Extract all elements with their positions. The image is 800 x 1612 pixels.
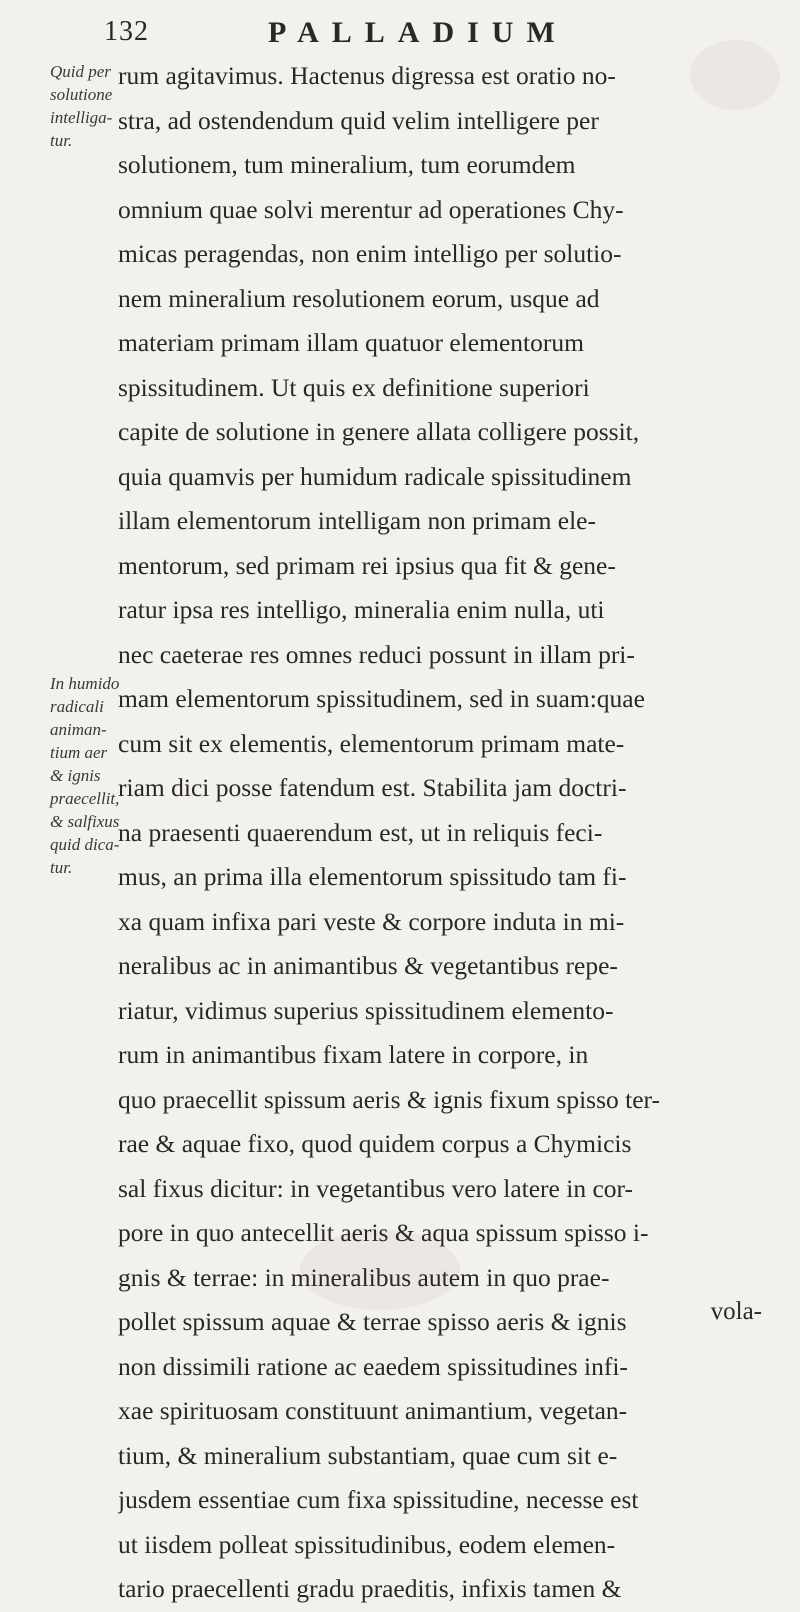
text-line: ut iisdem polleat spissitudinibus, eodem elemen- bbox=[118, 1529, 616, 1559]
text-line: illam elementorum intelligam non primam ele- bbox=[118, 506, 596, 535]
text-line: rum in animantibus fixam latere in corpore, in bbox=[118, 1040, 589, 1069]
text-line: quia quamvis per humidum radicale spissitudinem bbox=[118, 461, 632, 491]
text-line: mentorum, sed primam rei ipsius qua fit & gene- bbox=[118, 550, 616, 580]
running-title: PALLADIUM bbox=[268, 16, 568, 49]
margin-note-line: quid dica- bbox=[50, 835, 120, 854]
text-line: sal fixus dicitur: in vegetantibus vero latere in cor- bbox=[118, 1173, 633, 1203]
text-line: xae spirituosam constituunt animantium, vegetan- bbox=[118, 1396, 628, 1425]
margin-note-humid-radical bbox=[50, 672, 120, 879]
text-line: gnis & terrae: in mineralibus autem in quo prae- bbox=[118, 1262, 610, 1292]
margin-note-line: tur. bbox=[50, 131, 73, 150]
text-line: omnium quae solvi merentur ad operationes Chy- bbox=[118, 194, 624, 224]
text-line: nem mineralium resolutionem eorum, usque ad bbox=[118, 283, 600, 313]
text-line: quo praecellit spissum aeris & ignis fixum spisso ter- bbox=[118, 1084, 660, 1114]
margin-note-line: radicali bbox=[50, 697, 104, 716]
text-line: rum agitavimus. Hactenus digressa est oratio no- bbox=[118, 61, 616, 90]
margin-note-line: & salfixus bbox=[50, 812, 120, 831]
text-line: riatur, vidimus superius spissitudinem elemento- bbox=[118, 995, 614, 1025]
text-line: mus, an prima illa elementorum spissitudo tam fi- bbox=[118, 862, 627, 891]
text-line: pore in quo antecellit aeris & aqua spissum spisso i- bbox=[118, 1218, 649, 1247]
margin-note-line: animan- bbox=[50, 720, 107, 739]
text-line: rae & aquae fixo, quod quidem corpus a Chymicis bbox=[118, 1129, 632, 1158]
margin-note-line: & ignis bbox=[50, 766, 101, 785]
text-line: tium, & mineralium substantiam, quae cum sit e- bbox=[118, 1440, 618, 1470]
main-text-block bbox=[118, 54, 786, 1612]
margin-note-line: tium aer bbox=[50, 743, 108, 762]
text-line: jusdem essentiae cum fixa spissitudine, necesse est bbox=[118, 1485, 639, 1514]
text-line: pollet spissum aquae & terrae spisso aeris & ignis bbox=[118, 1307, 627, 1336]
text-line: ratur ipsa res intelligo, mineralia enim nulla, uti bbox=[118, 595, 605, 624]
text-line: stra, ad ostendendum quid velim intelligere per bbox=[118, 105, 599, 135]
text-line: riam dici posse fatendum est. Stabilita jam doctri- bbox=[118, 773, 627, 802]
margin-note-solution bbox=[50, 60, 113, 152]
text-line: non dissimili ratione ac eaedem spissitudines infi- bbox=[118, 1351, 628, 1381]
catchword: vola- bbox=[710, 1298, 762, 1325]
margin-note-line: intelliga- bbox=[50, 108, 113, 127]
text-line: solutionem, tum mineralium, tum eorumdem bbox=[118, 150, 576, 179]
text-line: xa quam infixa pari veste & corpore induta in mi- bbox=[118, 906, 625, 936]
margin-note-line: In humido bbox=[50, 674, 120, 693]
text-line: na praesenti quaerendum est, ut in reliquis feci- bbox=[118, 817, 603, 847]
margin-note-line: Quid per bbox=[50, 62, 111, 81]
margin-note-line: tur. bbox=[50, 858, 73, 877]
text-line: capite de solutione in genere allata colligere possit, bbox=[118, 417, 640, 446]
text-line: micas peragendas, non enim intelligo per solutio- bbox=[118, 239, 622, 268]
page-number: 132 bbox=[104, 16, 149, 47]
margin-note-line: solutione bbox=[50, 85, 113, 104]
margin-note-line: praecellit, bbox=[50, 789, 120, 808]
text-line: materiam primam illam quatuor elementorum bbox=[118, 328, 584, 357]
text-line: nec caeterae res omnes reduci possunt in illam pri- bbox=[118, 639, 635, 669]
text-line: cum sit ex elementis, elementorum primam mate- bbox=[118, 728, 625, 758]
text-line: mam elementorum spissitudinem, sed in suam:quae bbox=[118, 684, 645, 713]
text-line: neralibus ac in animantibus & vegetantibus repe- bbox=[118, 951, 618, 980]
text-line: spissitudinem. Ut quis ex definitione superiori bbox=[118, 372, 590, 402]
text-line: tario praecellenti gradu praeditis, infixis tamen & bbox=[118, 1574, 622, 1603]
